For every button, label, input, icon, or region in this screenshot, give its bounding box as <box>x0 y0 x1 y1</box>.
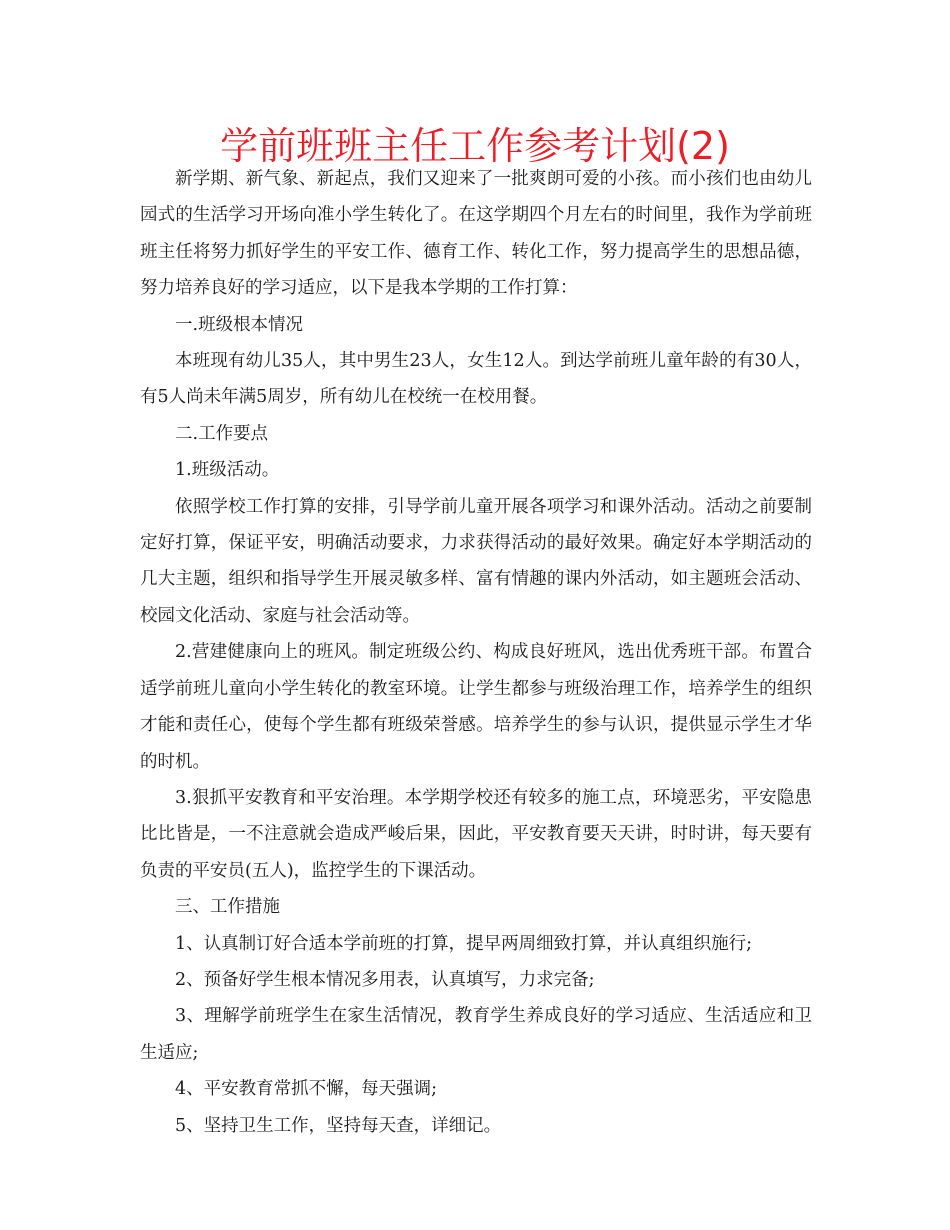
list-item-measure-4: 4、平安教育常抓不懈，每天强调; <box>175 1079 438 1100</box>
paragraph-class-situation: 本班现有幼儿35人，其中男生23人，女生12人。到达学前班儿童年龄的有30人，有5人尚未年满5周岁，所有幼儿在校统一在校用餐。 <box>140 351 812 408</box>
list-item-measure-5: 5、坚持卫生工作，坚持每天查，详细记。 <box>175 1115 502 1136</box>
paragraph-intro: 新学期、新气象、新起点，我们又迎来了一批爽朗可爱的小孩。而小孩们也由幼儿园式的生活学习开场向准小学生转化了。在这学期四个月左右的时间里，我作为学前班班主任将努力抓好学生的平安工作、德育工作、转化工作，努力提高学生的思想品德，努力培养良好的学习适应，以下是我本学期的工作打算： <box>140 169 812 299</box>
paragraph-class-style: 2.营建健康向上的班风。制定班级公约、构成良好班风，选出优秀班干部。布置合适学前班儿童向小学生转化的教室环境。让学生都参与班级治理工作，培养学生的组织才能和责任心，使每个学生都有班级荣誉感。培养学生的参与认识，提供显示学生才华的时机。 <box>140 642 812 772</box>
document-title: 学前班班主任工作参考计划(2) <box>220 124 730 168</box>
paragraph-safety-education: 3.狠抓平安教育和平安治理。本学期学校还有较多的施工点，环境恶劣，平安隐患比比皆是，一不注意就会造成严峻后果，因此，平安教育要天天讲，时时讲，每天要有负责的平安员(五人)，监控学生的下课活动。 <box>140 787 812 881</box>
document-body <box>140 161 812 1144</box>
list-item-measure-3: 3、理解学前班学生在家生活情况，教育学生养成良好的学习适应、生活适应和卫生适应; <box>140 1006 812 1063</box>
section-heading-class-situation: 一.班级根本情况 <box>175 314 304 335</box>
list-item-measure-1: 1、认真制订好合适本学前班的打算，提早两周细致打算，并认真组织施行; <box>175 933 753 954</box>
section-heading-measures: 三、工作措施 <box>175 897 280 918</box>
paragraph-class-activities: 依照学校工作打算的安排，引导学前儿童开展各项学习和课外活动。活动之前要制定好打算，保证平安，明确活动要求，力求获得活动的最好效果。确定好本学期活动的几大主题，组织和指导学生开展灵敏多样、富有情趣的课内外活动，如主题班会活动、校园文化活动、家庭与社会活动等。 <box>140 496 812 626</box>
subheading-class-activities: 1.班级活动。 <box>175 460 280 481</box>
list-item-measure-2: 2、预备好学生根本情况多用表，认真填写，力求完备; <box>175 969 595 990</box>
section-heading-work-points: 二.工作要点 <box>175 423 269 444</box>
